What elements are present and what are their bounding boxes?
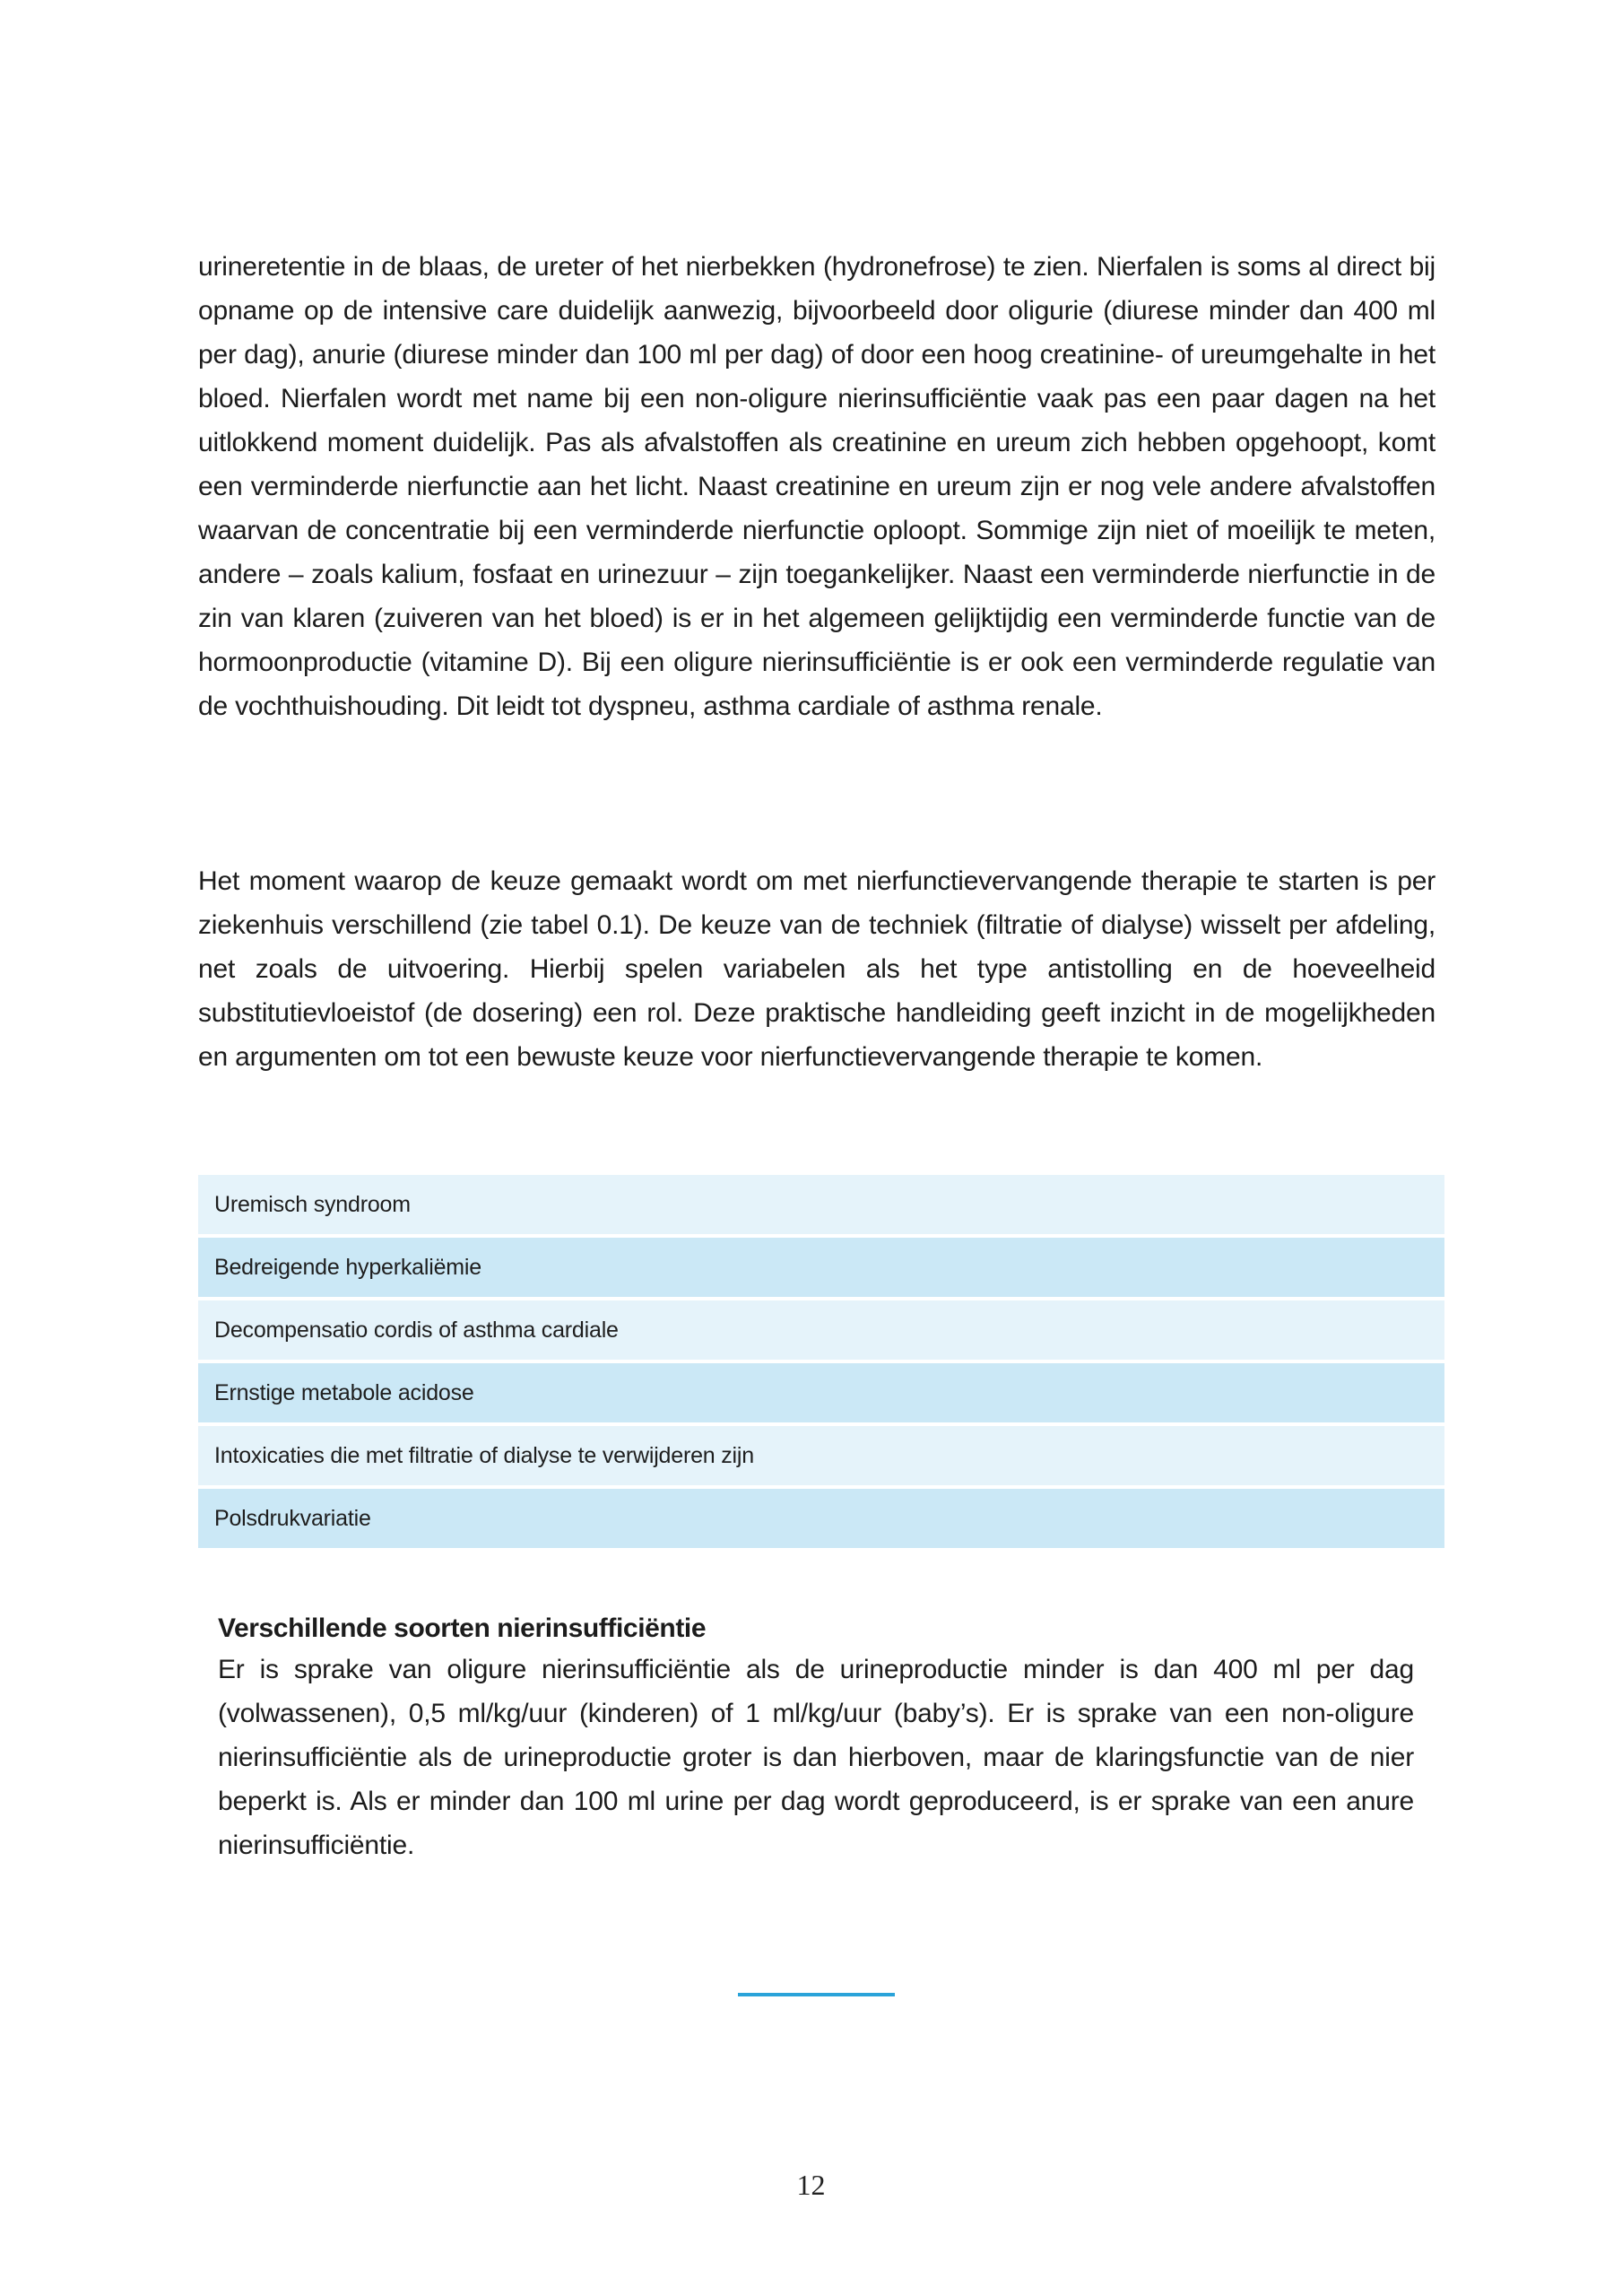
info-sidebar	[218, 1610, 1414, 1867]
table-row: Intoxicaties die met filtratie of dialyse te verwijderen zijn	[198, 1426, 1444, 1485]
sidebar-heading: Verschillende soorten nierinsufficiëntie	[218, 1613, 707, 1643]
section-divider	[738, 1993, 895, 1996]
body-paragraph-kidney-failure: urineretentie in de blaas, de ureter of het nierbekken (hydronefrose) te zien. Nierfalen is soms al direct bij opname op de intensive care duidelijk aanwezig, bijvoorbeeld door oligurie (diurese minder dan 400 ml per dag), anurie (diurese minder dan 100 ml per dag) of door een hoog creatinine- of ureumgehalte in het bloed. Nierfalen wordt met name bij een non-oligure nierinsufficiëntie vaak pas een paar dagen na het uitlokkend moment duidelijk. Pas als afvalstoffen als creatinine en ureum zich hebben opgehoopt, komt een verminderde nierfunctie aan het licht. Naast creatinine en ureum zijn er nog vele andere afvalstoffen waarvan de concentratie bij een verminderde nierfunctie oploopt. Sommige zijn niet of moeilijk te meten, andere – zoals kalium, fosfaat en urinezuur – zijn toegankelijker. Naast een verminderde nierfunctie in de zin van klaren (zuiveren van het bloed) is er in het algemeen gelijktijdig een verminderde functie van de hormoonproductie (vitamine D). Bij een oligure nierinsufficiëntie is er ook een verminderde regulatie van de vochthuishouding. Dit leidt tot dyspneu, asthma cardiale of asthma renale.	[198, 252, 1436, 721]
criteria-table	[198, 1175, 1444, 1548]
table-row: Decompensatio cordis of asthma cardiale	[198, 1300, 1444, 1360]
table-row: Ernstige metabole acidose	[198, 1363, 1444, 1422]
table-row: Bedreigende hyperkaliëmie	[198, 1238, 1444, 1297]
page-number: 12	[796, 2169, 826, 2201]
body-paragraph-therapy-choice: Het moment waarop de keuze gemaakt wordt om met nierfunctievervangende therapie te starten is per ziekenhuis verschillend (zie tabel 0.1). De keuze van de techniek (filtratie of dialyse) wisselt per afdeling, net zoals de uitvoering. Hierbij spelen variabelen als het type antistolling en de hoeveelheid substitutievloeistof (de dosering) een rol. Deze praktische handleiding geeft inzicht in de mogelijkheden en argumenten om tot een bewuste keuze voor nierfunctievervangende therapie te komen.	[198, 866, 1436, 1072]
table-row: Polsdrukvariatie	[198, 1489, 1444, 1548]
sidebar-body: Er is sprake van oligure nierinsufficiëntie als de urineproductie minder is dan 400 ml per dag (volwassenen), 0,5 ml/kg/uur (kinderen) of 1 ml/kg/uur (baby’s). Er is sprake van een non-oligure nierinsufficiëntie als de urineproductie groter is dan hierboven, maar de klaringsfunctie van de nier beperkt is. Als er minder dan 100 ml urine per dag wordt geproduceerd, is er sprake van een anure nierinsufficiëntie.	[218, 1655, 1414, 1860]
table-row: Uremisch syndroom	[198, 1175, 1444, 1234]
